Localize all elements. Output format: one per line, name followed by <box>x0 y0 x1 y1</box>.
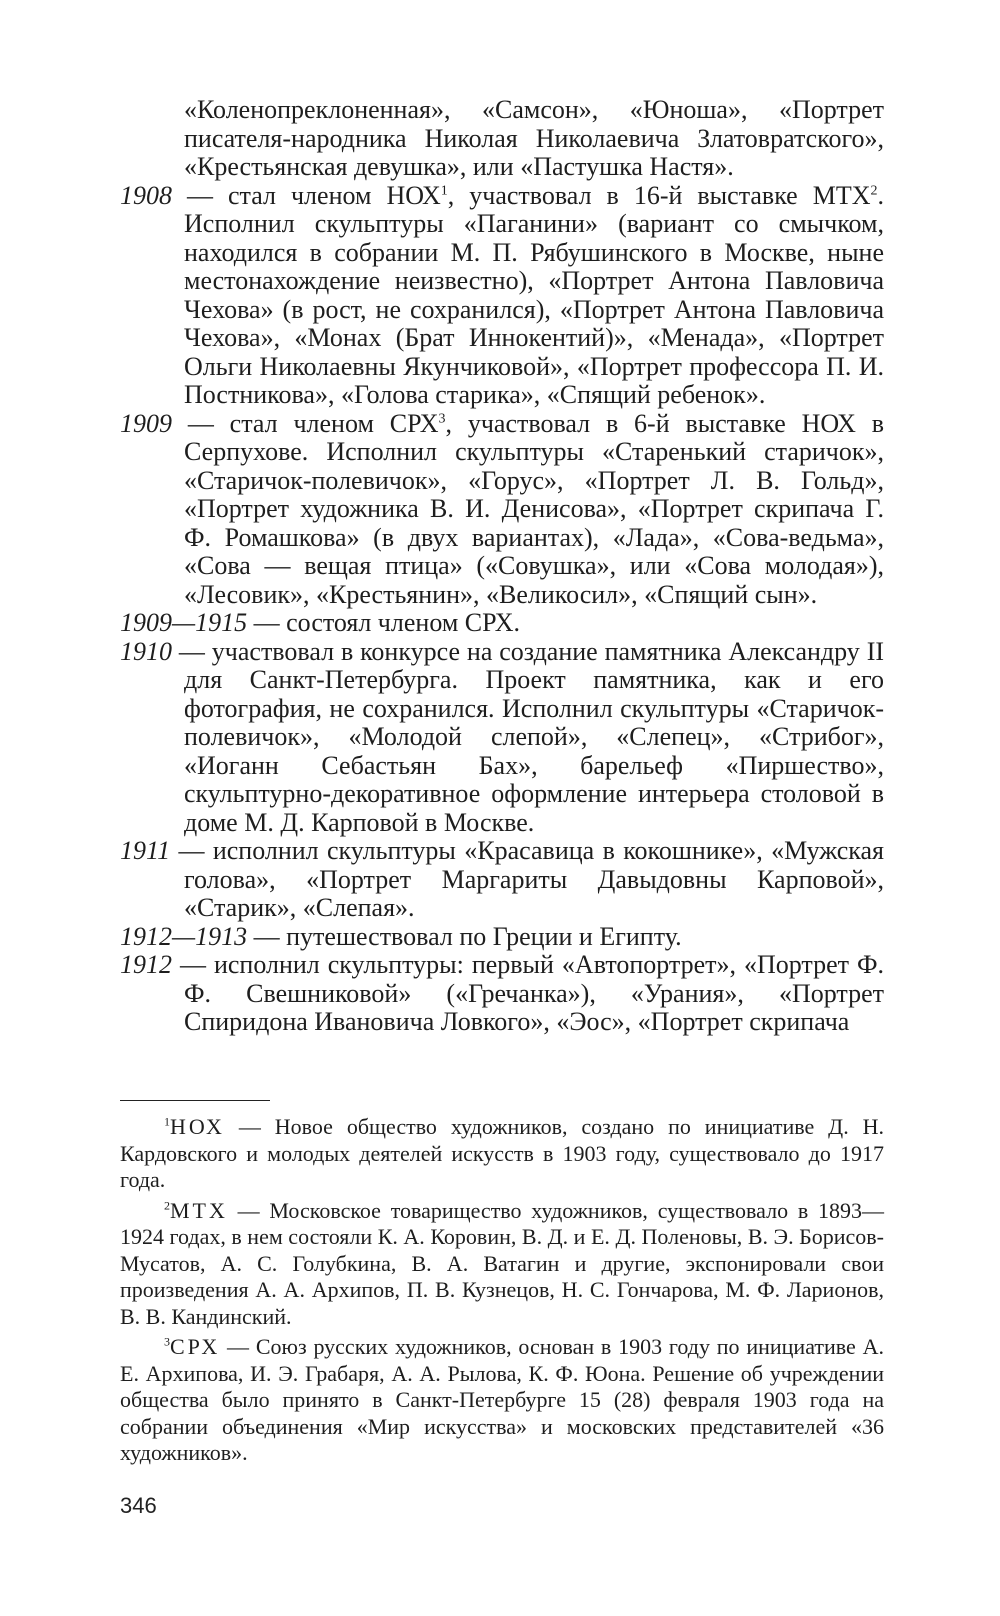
entry-dash: — <box>172 636 212 666</box>
chronology-entry-1909 <box>120 410 884 610</box>
page-number: 346 <box>120 1493 157 1518</box>
entry-text: . Исполнил скульптуры «Паганини» (вариант со смычком, находился в собрании М. П. Рябушинского в Москве, ныне местонахождение неизвестно), «Портрет Антона Павловича Чехова» (в рост, не сохранился), «Портрет Антона Павловича Чехова», «Монах (Брат Иннокентий)», «Менада», «Портрет Ольги Николаевны Якунчиковой», «Портрет профессора П. И. Постникова», «Голова старика», «Спящий ребенок». <box>184 180 884 409</box>
entry-text: состоял членом СРХ. <box>286 608 521 637</box>
chronology-entry-1910 <box>120 638 884 838</box>
entry-text: исполнил скульптуры: первый «Автопортрет», «Портрет Ф. Ф. Свешниковой» («Гречанка»), «Урания», «Портрет Спиридона Ивановича Ловкого», «Эос», «Портрет скрипача <box>184 950 885 1036</box>
entry-year: 1908 <box>120 180 172 210</box>
entry-text: стал членом СРХ <box>229 408 439 438</box>
entry-text: стал членом НОХ <box>228 180 441 210</box>
footnote-abbr: НОХ <box>170 1114 225 1139</box>
entry-dash: — <box>170 836 213 865</box>
footnote-abbr: МТХ <box>170 1197 228 1223</box>
footnote-text: — Новое общество художников, создано по инициативе Д. Н. Кардовского и молодых деятелей искусств в 1903 году, существовало до 1917 года. <box>120 1114 884 1192</box>
footnote-number: 1 <box>164 1114 170 1129</box>
footnote-ref-2[interactable]: 2 <box>870 182 878 198</box>
chronology-entry-1908 <box>120 182 884 410</box>
entry-text: исполнил скульптуры «Красавица в кокошнике», «Мужская голова», «Портрет Маргариты Давыдовны Карповой», «Старик», «Слепая». <box>184 836 884 922</box>
footnote-3 <box>120 1334 884 1467</box>
footnote-ref-1[interactable]: 1 <box>440 182 448 198</box>
chronology-text <box>120 96 884 1037</box>
footnote-number: 3 <box>164 1334 170 1349</box>
entry-text: , участвовал в 6-й выставке НОХ в Серпухове. Исполнил скульптуры «Старенький старичок», «Старичок-полевичок», «Горус», «Портрет Л. В. Гольд», «Портрет художника В. И. Денисова», «Портрет скрипача Г. Ф. Ромашкова» (в двух вариантах), «Лада», «Сова-ведьма», «Сова — вещая птица» («Совушка», или «Сова молодая»), «Лесовик», «Крестьянин», «Великосил», «Спящий сын». <box>184 408 885 609</box>
entry-year: 1912—1913 <box>120 921 248 951</box>
entry-year: 1909 <box>120 408 172 438</box>
entry-text: путешествовал по Греции и Египту. <box>286 921 682 951</box>
entry-dash: — <box>172 180 229 210</box>
entry-text: , участвовал в 16-й выставке МТХ <box>447 180 871 210</box>
entry-dash: — <box>172 408 230 438</box>
entry-dash: — <box>247 921 287 951</box>
entry-dash: — <box>172 950 214 979</box>
chronology-entry-1912-1913 <box>120 923 884 952</box>
footnote-text: — Союз русских художников, основан в 1903 году по инициативе А. Е. Архипова, И. Э. Грабаря, А. А. Рылова, К. Ф. Юона. Решение об учреждении общества было принято в Санкт-Петербурге 15 (28) февраля 1903 года на собрании объединения «Мир искусства» и московских представителей «36 художников». <box>120 1334 884 1465</box>
footnotes <box>120 1114 884 1471</box>
footnote-abbr: СРХ <box>170 1334 221 1359</box>
footnote-ref-3[interactable]: 3 <box>438 410 446 426</box>
chronology-entry-1912 <box>120 951 884 1037</box>
chronology-entry-1909-1915 <box>120 609 884 638</box>
chronology-entry-1911 <box>120 837 884 923</box>
footnote-1 <box>120 1114 884 1194</box>
footnote-text: — Московское товарищество художников, существовало в 1893—1924 годах, в нем состояли К. А. Коровин, В. Д. и Е. Д. Поленовы, В. Э. Борисов-Мусатов, А. С. Голубкина, В. А. Ватагин и другие, экспонировали свои произведения А. А. Архипов, П. В. Кузнецов, Н. С. Гончарова, М. Ф. Ларионов, В. В. Кандинский. <box>120 1197 884 1329</box>
entry-year: 1911 <box>120 836 171 865</box>
entry-year: 1909—1915 <box>120 608 248 637</box>
chronology-entry-continued: «Коленопреклоненная», «Самсон», «Юноша», «Портрет писателя-народника Николая Николаевича Златовратского», «Крестьянская девушка», или «Пастушка Настя». <box>184 95 884 181</box>
entry-text: участвовал в конкурсе на создание памятника Александру II для Санкт-Петербурга. Проект памятника, как и его фотография, не сохранился. Исполнил скульптуры «Старичок-полевичок», «Молодой слепой», «Слепец», «Стрибог», «Иоганн Себастьян Бах», барельеф «Пиршество», скульптурно-декоративное оформление интерьера столовой в доме М. Д. Карповой в Москве. <box>184 636 885 837</box>
footnote-number: 2 <box>164 1198 170 1213</box>
footnote-2 <box>120 1198 884 1331</box>
footnote-divider <box>120 1100 270 1101</box>
entry-year: 1912 <box>120 950 172 979</box>
entry-year: 1910 <box>120 636 172 666</box>
entry-dash: — <box>247 608 287 637</box>
